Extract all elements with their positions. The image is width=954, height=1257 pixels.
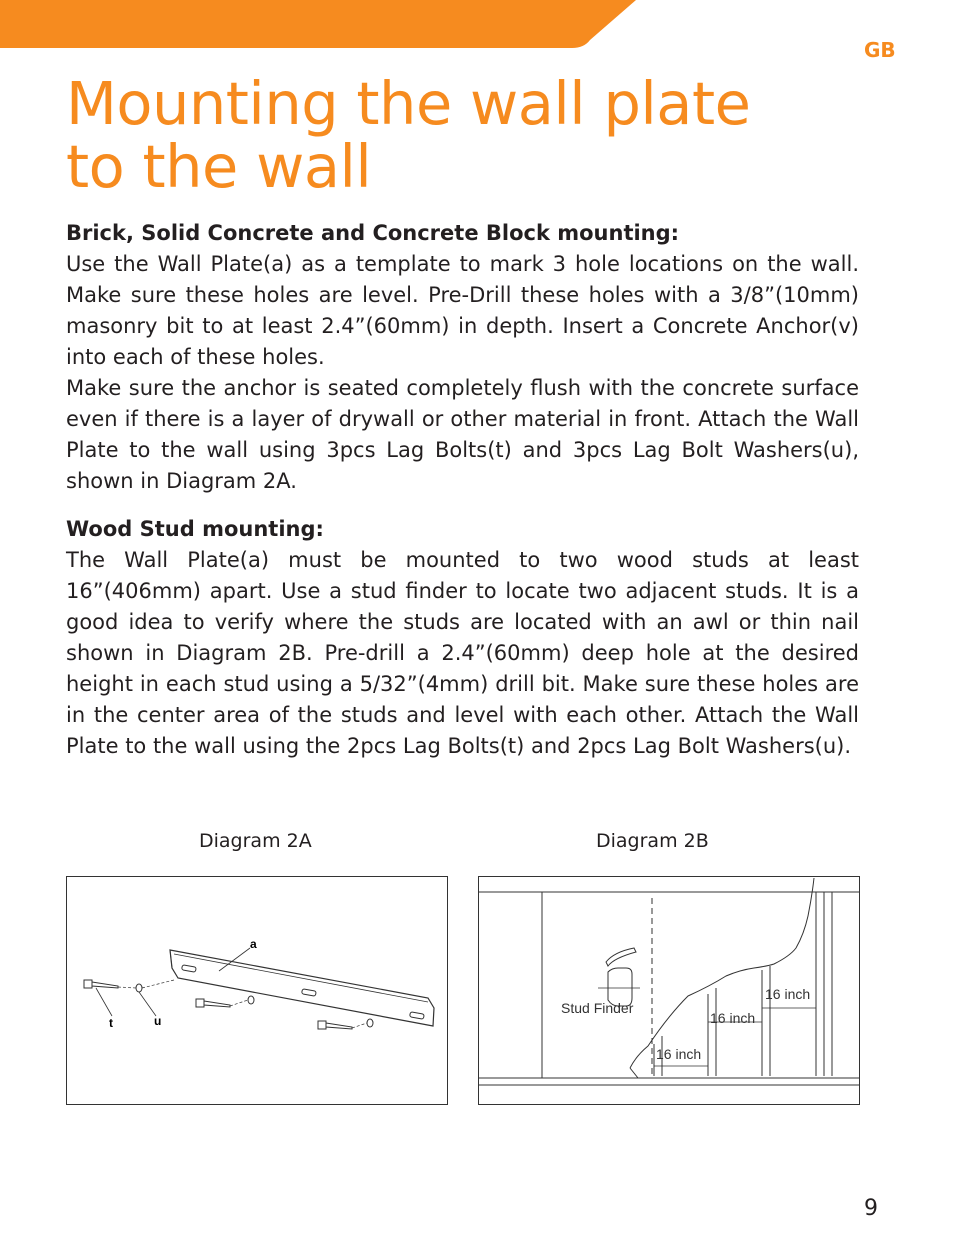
dimension-16-inch-1: 16 inch [656, 1046, 702, 1062]
title-line-2: to the wall [66, 132, 372, 201]
stud-finder-label: Stud Finder [561, 1000, 634, 1016]
paragraph-wood-1: The Wall Plate(a) must be mounted to two wood studs at least 16”(406mm) apart. Use a stud finder to locate two adjacent studs. It is a good idea to verify where the studs are located with an awl or thin nail shown in Diagram 2B. Pre-drill a 2.4”(60mm) deep hole at the desired height in each stud using a 5/32”(4mm) drill bit. Make sure these holes are in the center area of the studs and level with each other. Attach the Wall Plate to the wall using the 2pcs Lag Bolts(t) and 2pcs Lag Bolt Washers(u). [66, 548, 859, 758]
dimension-16-inch-2: 16 inch [710, 1010, 756, 1026]
part-label-a: a [250, 937, 257, 951]
section-wood-stud-mounting [66, 514, 859, 762]
section-heading-brick: Brick, Solid Concrete and Concrete Block mounting: [66, 221, 680, 245]
language-code: GB [864, 38, 896, 62]
section-heading-wood: Wood Stud mounting: [66, 517, 324, 541]
diagram-2b-label: Diagram 2B [596, 830, 709, 852]
diagram-2a [66, 876, 448, 1106]
page-number: 9 [864, 1196, 878, 1221]
paragraph-brick-2: Make sure the anchor is seated completely flush with the concrete surface even if there is a layer of drywall or other material in front. Attach the Wall Plate to the wall using 3pcs Lag Bolts(t) and 3pcs Lag Bolt Washers(u), shown in Diagram 2A. [66, 376, 859, 493]
dimension-16-inch-3: 16 inch [765, 986, 811, 1002]
header-band [0, 0, 954, 50]
section-brick-mounting [66, 218, 859, 497]
diagram-2a-label: Diagram 2A [199, 830, 312, 852]
part-label-u: u [154, 1014, 162, 1028]
title-line-1: Mounting the wall plate [66, 69, 751, 138]
diagram-2b [478, 876, 860, 1106]
paragraph-brick-1: Use the Wall Plate(a) as a template to mark 3 hole locations on the wall. Make sure these holes are level. Pre-Drill these holes with a 3/8”(10mm) masonry bit to at least 2.4”(60mm) in depth. Insert a Concrete Anchor(v) into each of these holes. [66, 252, 859, 369]
part-label-t: t [109, 1016, 113, 1030]
page-title [66, 69, 751, 201]
